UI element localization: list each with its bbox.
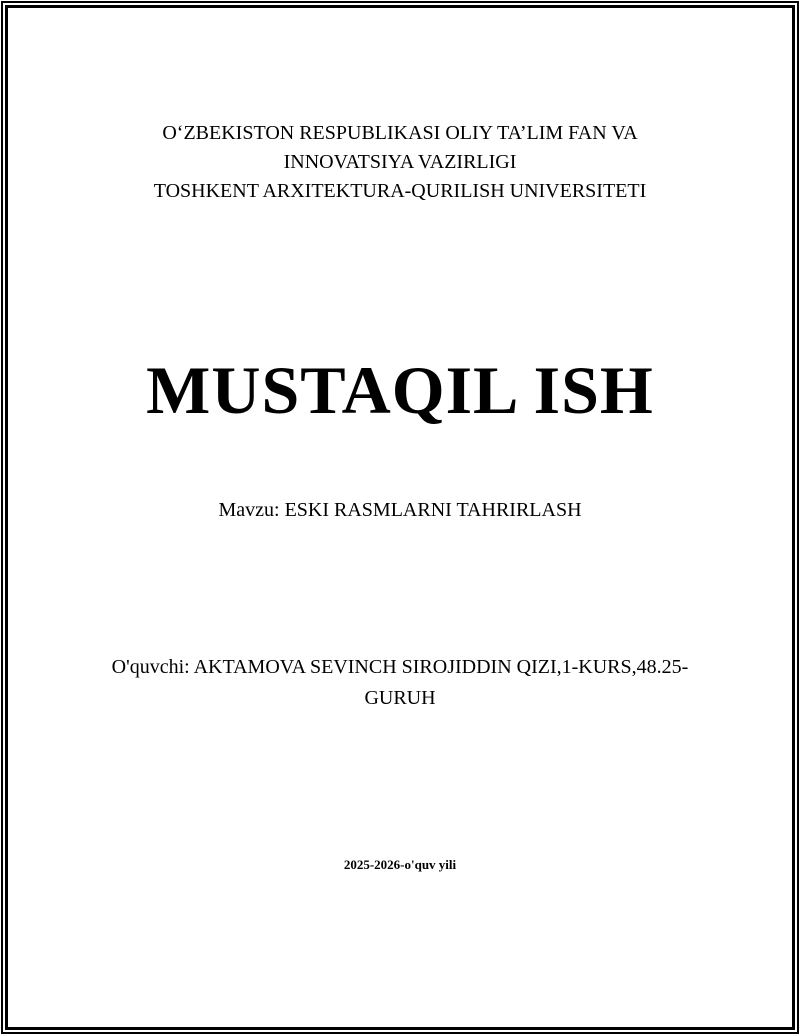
student-line-1: O'quvchi: AKTAMOVA SEVINCH SIROJIDDIN QIZI,1-KURS,48.25- <box>111 656 689 678</box>
document-title: MUSTAQIL ISH <box>146 352 654 428</box>
header-line-3: TOSHKENT ARXITEKTURA-QURILISH UNIVERSITETI <box>153 180 647 202</box>
topic-line: Mavzu: ESKI RASMLARNI TAHRIRLASH <box>218 499 582 521</box>
ministry-header <box>94 119 706 206</box>
title-page-content <box>8 119 792 1030</box>
student-info <box>94 652 706 714</box>
header-line-1: OʻZBEKISTON RESPUBLIKASI OLIY TA’LIM FAN VA <box>162 122 638 144</box>
academic-year: 2025-2026-o'quv yili <box>343 857 457 872</box>
student-line-2: GURUH <box>364 687 436 709</box>
header-line-2: INNOVATSIYA VAZIRLIGI <box>283 151 517 173</box>
inner-border <box>5 5 795 1030</box>
outer-border <box>1 1 799 1034</box>
